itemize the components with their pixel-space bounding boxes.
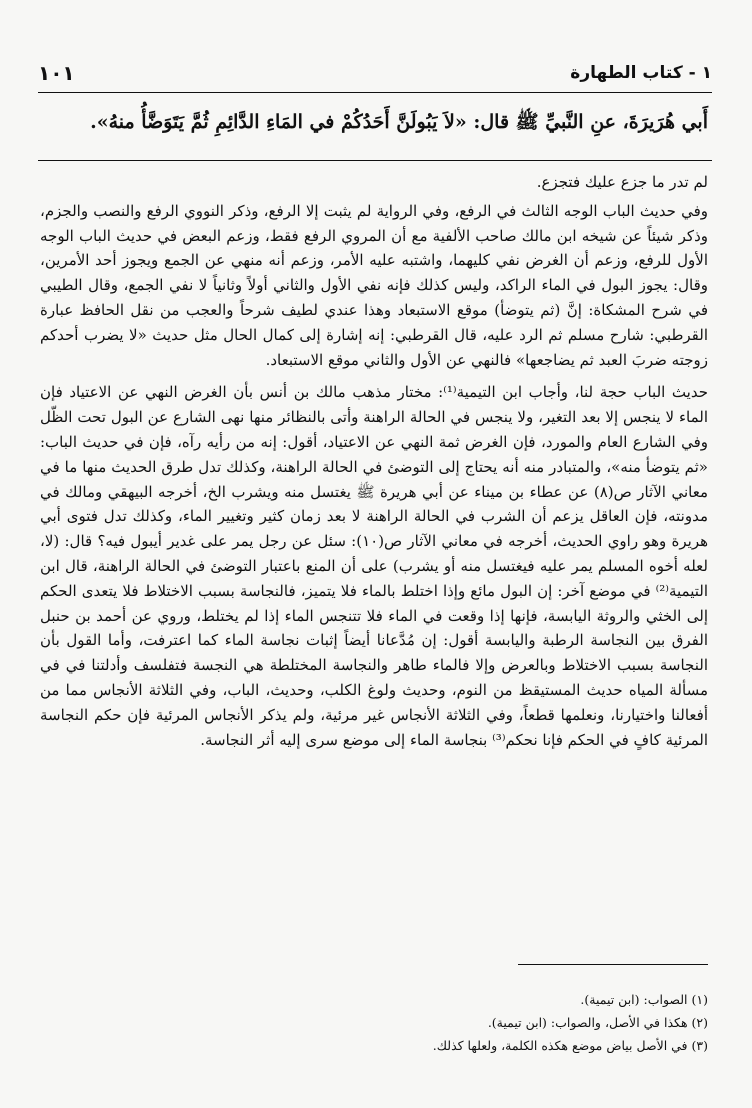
paragraph: وفي حديث الباب الوجه الثالث في الرفع، وفي الرواية لم يثبت إلا الرفع، وذكر النووي الرفع والنصب والجزم، وذكر شيئاً عن شيخه ابن مالك صاحب الألفية مع أن المروي الرفع فقط، وزعم البعض في حديث الباب الوجه الأول للرفع، وزعم أن الغرض نفي كليهما، واشتبه عليه الأمر، وزعم أنه منهي عن الجمع ويجوز أحد الأمرين، وقال: يجوز البول في الماء الراكد، وليس كذلك فإنه نفي الأول والثاني أولاً وثانياً لا نفي الجمع، وقال الطيبي في شرح المشكاة: إنَّ (ثم يتوضأ) موقع الاستبعاد وهذا عندي لطيف شرحاً والعجب من نقل الحافظ عبارة القرطبي: شارح مسلم ثم الرد عليه، قال القرطبي: إنه إشارة إلى كمال الحال مثل حديث «لا يضرب أحدكم زوجته ضربَ العبد ثم يضاجعها» فالنهي عن الأول والثاني موقع الاستبعاد. (40, 201, 708, 369)
page-number: ١٠١ (38, 61, 75, 85)
running-header (38, 56, 712, 90)
paragraph: لم تدر ما جزع عليك فتجزع. (536, 173, 708, 191)
commentary-body (40, 170, 708, 752)
footnote: (٣) في الأصل بياض موضع هكذه الكلمة، ولعلها كذلك. (432, 1038, 708, 1053)
footnote-separator (518, 964, 708, 965)
header-rule (38, 92, 712, 93)
footnote: (١) الصواب: (ابن تيمية). (580, 992, 708, 1007)
hadith-text: أَبي هُرَيرَةَ، عنِ النَّبيِّ ﷺ قال: «لاَ يَبُولَنَّ أَحَدُكُمْ في المَاءِ الدَّائِمِ ثُمَّ يَتَوَضَّأُ منهُ». (90, 111, 708, 133)
footnote: (٢) هكذا في الأصل، والصواب: (ابن تيمية). (487, 1015, 708, 1030)
chapter-title: ١ - كتاب الطهارة (570, 63, 712, 83)
paragraph: حديث الباب حجة لنا، وأجاب ابن التيمية⁽¹⁾: مختار مذهب مالك بن أنس بأن الغرض النهي عن الاعتياد فإن الماء لا ينجس إلا بعد التغير، ولا ينجس في الحالة الراهنة وأتى بالنظائر منها نهى الشارع عن البول تحت الظّل وفي الشارع العام والمورد، فإن الغرض ثمة النهي عن الاعتياد، أقول: إنه من رأيه رآه، فإن في حديث الباب: «ثم يتوضأ منه»، والمتبادر منه أنه يحتاج إلى التوضئ في الحالة الراهنة، وكذلك تدل طرق الحديث منها ما في معاني الآثار ص(٨) عن عطاء بن ميناء عن أبي هريرة ﷺ يغتسل منه ويشرب الخ، أخرجه البيهقي ومالك في مدونته، فإن العاقل يزعم أن الشرب في الحالة الراهنة لا بعد زمان كثير وتغيير الماء، وكذلك تدل فتوى أبي هريرة وهو راوي الحديث، أخرجه في معاني الآثار ص(١٠): سئل عن رجل يمر على غدير أيبول فيه؟ قال: (لا، لعله أخوه المسلم يمر عليه فيغتسل منه أو يشرب) على أن المنع باعتبار التوضئ في الحالة الراهنة، قال ابن التيمية⁽²⁾ في موضع آخر: إن البول مائع وإذا اختلط بالماء فلا يتميز، فالنجاسة بسبب الاختلاط فلا يتعدى الحكم إلى الخثي والروثة اليابسة، فإنها إذا وقعت في الماء فلا تتنجس الماء إذا لم يختلط، وروي عن أحمد بن حنبل الفرق بين النجاسة الرطبة واليابسة أقول: إن مُدَّعانا أيضاً إثبات نجاسة الماء كما اعترفت، وأما القول بأن النجاسة بسبب الاختلاط وبالعرض وإلا فالماء طاهر والنجاسة المختلطة هي النجسة فتفلسف وأدلتنا في في مسألة المياه حديث المستيقظ من النوم، وحديث ولوغ الكلب، وحديث، الباب، وفي الثلاثة الأنجاس مما من أفعالنا واختيارنا، ونعلمها قطعاً، وفي الثلاثة الأنجاس غير مرئية، ولم يذكر الأنجاس المرئية فإن حكم النجاسة المرئية كافٍ في الحكم فإنا نحكم⁽³⁾ بنجاسة الماء إلى موضع سرى إليه أثر النجاسة. (40, 383, 709, 749)
hadith-rule (38, 160, 712, 161)
footnotes (200, 988, 708, 1057)
